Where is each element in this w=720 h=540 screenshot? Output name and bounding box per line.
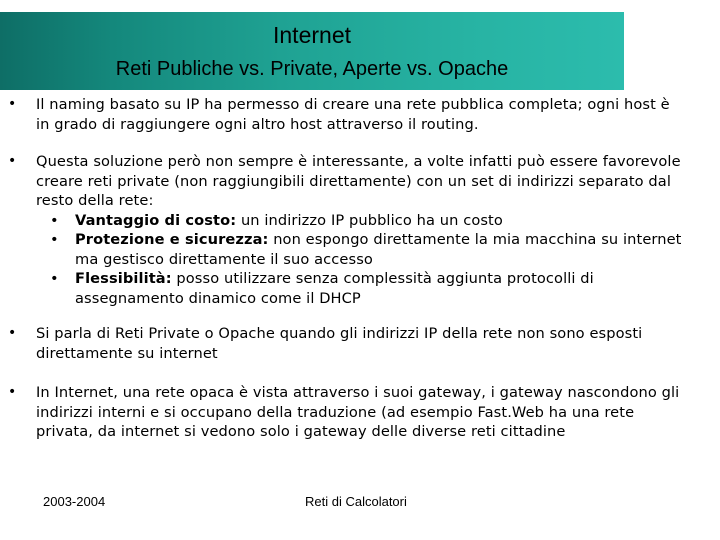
sub-bullet-2-text: non espongo direttamente la mia macchina su internet ma gestisco direttamente il suo accesso bbox=[75, 231, 682, 268]
bullet-icon: • bbox=[8, 325, 17, 341]
bullet-icon: • bbox=[8, 153, 17, 169]
sub-bullet-3 bbox=[36, 269, 684, 308]
sub-bullet-icon: • bbox=[50, 231, 59, 248]
page-subtitle: Reti Publiche vs. Private, Aperte vs. Opache bbox=[115, 58, 509, 80]
bullet-text-1: Il naming basato su IP ha permesso di creare una rete pubblica completa; ogni host è in grado di raggiungere ogni altro host attraverso il routing. bbox=[36, 96, 670, 133]
sub-bullet-1-text: un indirizzo IP pubblico ha un costo bbox=[236, 211, 503, 229]
bullet-text-3-post: quando gli indirizzi IP della rete non sono esposti direttamente su internet bbox=[36, 325, 643, 362]
sub-bullet-2-bold: Protezione e sicurezza: bbox=[75, 231, 269, 248]
footer-year: 2003-2004 bbox=[43, 494, 106, 509]
sub-bullet-icon: • bbox=[50, 270, 59, 287]
sub-bullet-icon: • bbox=[50, 211, 59, 229]
bullet-text-4: In Internet, una rete opaca è vista attraverso i suoi gateway, i gateway nascondono gli indirizzi interni e si occupano della traduzione (ad esempio Fast.Web ha una rete privata, da internet si vedono solo i gateway delle diverse reti cittadine bbox=[36, 384, 680, 440]
bullet-text-2 bbox=[36, 152, 684, 308]
bullet-text-3 bbox=[36, 324, 684, 363]
sub-bullet-2 bbox=[36, 230, 684, 269]
bullet-text-3-term: Reti Private o Opache bbox=[114, 325, 275, 342]
sub-bullet-3-text: posso utilizzare senza complessità aggiunta protocolli di assegnamento dinamico come il DHCP bbox=[75, 270, 594, 307]
bullet-icon: • bbox=[8, 384, 17, 400]
bullet-icon: • bbox=[8, 96, 17, 112]
footer-course: Reti di Calcolatori bbox=[305, 494, 407, 509]
sub-bullet-1-bold: Vantaggio di costo: bbox=[75, 211, 237, 229]
sub-bullet-1 bbox=[36, 211, 684, 231]
bullet-text-2-main: Questa soluzione però non sempre è interessante, a volte infatti può essere favorevole creare reti private (non raggiungibili direttamente) con un set di indirizzi separato dal resto della rete: bbox=[36, 153, 681, 209]
sub-bullet-3-bold: Flessibilità: bbox=[75, 270, 172, 287]
bullet-text-3-pre: Si parla di bbox=[36, 325, 115, 342]
page-title: Internet bbox=[273, 22, 351, 48]
